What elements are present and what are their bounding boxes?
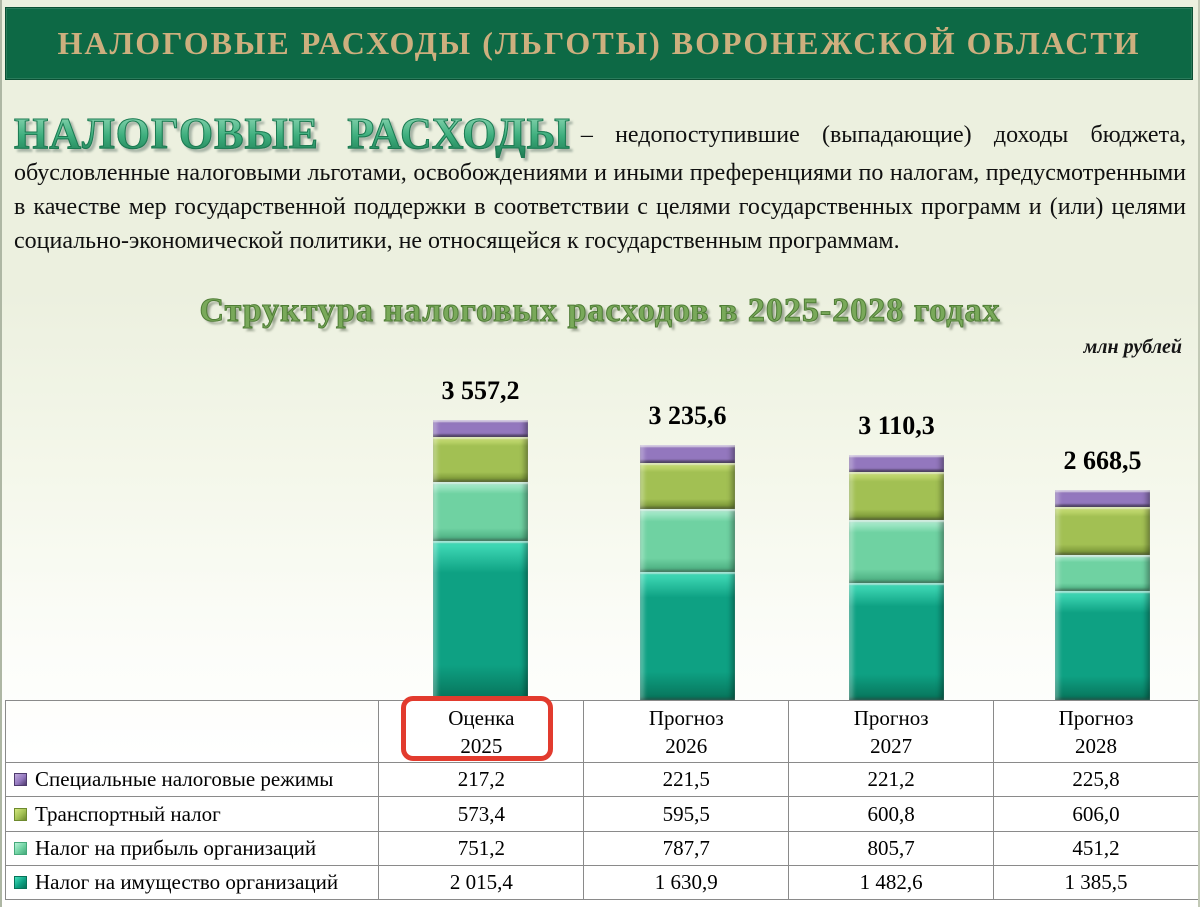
bar-segment-transportny-2026 <box>640 463 735 510</box>
row-label: Транспортный налог <box>35 801 221 826</box>
table-header-prognoz-2028 <box>994 701 1199 763</box>
legend-cell-imushchestvo <box>6 865 379 899</box>
value-cell: 217,2 <box>379 763 584 797</box>
chart <box>2 358 1200 700</box>
header-banner <box>5 7 1193 80</box>
chart-title: Структура налоговых расходов в 2025-2028 годах <box>199 292 1001 329</box>
value-cell: 751,2 <box>379 831 584 865</box>
value-cell: 787,7 <box>584 831 789 865</box>
bar-segment-pribyl-2028 <box>1055 555 1150 591</box>
value-cell: 221,2 <box>789 763 994 797</box>
definition-term: НАЛОГОВЫЕ РАСХОДЫ <box>14 109 571 158</box>
value-cell: 225,8 <box>994 763 1199 797</box>
bar-segment-transportny-2027 <box>849 472 944 519</box>
header-line1: Прогноз <box>648 705 724 730</box>
legend-cell-spetsrezhimy <box>6 763 379 797</box>
header-line2: 2025 <box>460 733 503 758</box>
value-cell: 221,5 <box>584 763 789 797</box>
value-cell: 573,4 <box>379 797 584 831</box>
row-label: Специальные налоговые режимы <box>35 767 334 792</box>
table-header-blank-cell <box>6 701 379 763</box>
table-header-ocenka-2025 <box>379 701 584 763</box>
bar-segment-transportny-2025 <box>433 437 528 482</box>
value-cell: 595,5 <box>584 797 789 831</box>
table-row <box>6 831 1199 865</box>
table-row <box>6 865 1199 899</box>
bar-segment-transportny-2028 <box>1055 507 1150 555</box>
bar-segment-pribyl-2025 <box>433 482 528 541</box>
header-line2: 2026 <box>665 733 708 758</box>
bar-segment-imushchestvo-2026 <box>640 572 735 701</box>
bar-2028 <box>1055 445 1150 700</box>
bar-2025 <box>433 375 528 700</box>
bar-total-label-2025: 3 557,2 <box>441 375 520 405</box>
bar-segment-pribyl-2027 <box>849 520 944 584</box>
units-label: млн рублей <box>1083 336 1182 358</box>
value-cell: 606,0 <box>994 797 1199 831</box>
bar-2026 <box>640 401 735 700</box>
row-label: Налог на прибыль организаций <box>35 835 317 860</box>
table-header-prognoz-2026 <box>584 701 789 763</box>
value-cell: 1 482,6 <box>789 865 994 899</box>
row-label: Налог на имущество организаций <box>35 869 339 894</box>
legend-swatch-purple-icon <box>14 773 27 786</box>
bar-segment-spetsrezhimy-2025 <box>433 420 528 437</box>
bar-segment-imushchestvo-2025 <box>433 541 528 700</box>
header-line2: 2028 <box>1075 733 1118 758</box>
definition-text: – недопоступившие (выпадающие) доходы бюджета, обусловленные налоговыми льготами, освобождениями и иными преференциями по налогам, предусмотренными в качестве мер государственной поддержки в соответствии с целями государственных программ и (или) целями социально-экономической политики, не относящейся к государственным программам. <box>14 122 1186 254</box>
legend-swatch-lightgreen-icon <box>14 842 27 855</box>
bar-segment-imushchestvo-2028 <box>1055 591 1150 700</box>
legend-cell-transportny <box>6 797 379 831</box>
header-line1: Прогноз <box>853 705 929 730</box>
bar-segment-spetsrezhimy-2028 <box>1055 490 1150 508</box>
value-cell: 2 015,4 <box>379 865 584 899</box>
table-row <box>6 797 1199 831</box>
bar-total-label-2027: 3 110,3 <box>858 411 935 441</box>
value-cell: 1 630,9 <box>584 865 789 899</box>
table-header-prognoz-2027 <box>789 701 994 763</box>
table-row <box>6 763 1199 797</box>
header-line1: Оценка <box>448 705 515 730</box>
legend-swatch-olive-icon <box>14 808 27 821</box>
bar-2027 <box>849 411 944 700</box>
bar-segment-spetsrezhimy-2027 <box>849 455 944 472</box>
bar-segment-imushchestvo-2027 <box>849 583 944 700</box>
definition-paragraph <box>14 109 1186 258</box>
legend-cell-pribyl <box>6 831 379 865</box>
header-line2: 2027 <box>870 733 913 758</box>
bar-segment-spetsrezhimy-2026 <box>640 445 735 463</box>
value-cell: 451,2 <box>994 831 1199 865</box>
slide-title: НАЛОГОВЫЕ РАСХОДЫ (ЛЬГОТЫ) ВОРОНЕЖСКОЙ ОБЛАСТИ <box>57 25 1141 61</box>
bar-total-label-2028: 2 668,5 <box>1063 445 1142 475</box>
bar-segment-pribyl-2026 <box>640 509 735 571</box>
bar-total-label-2026: 3 235,6 <box>648 401 727 431</box>
value-cell: 805,7 <box>789 831 994 865</box>
value-cell: 1 385,5 <box>994 865 1199 899</box>
legend-swatch-teal-icon <box>14 876 27 889</box>
table-header-row <box>6 701 1199 763</box>
header-line1: Прогноз <box>1058 705 1134 730</box>
data-table <box>5 700 1199 900</box>
value-cell: 600,8 <box>789 797 994 831</box>
